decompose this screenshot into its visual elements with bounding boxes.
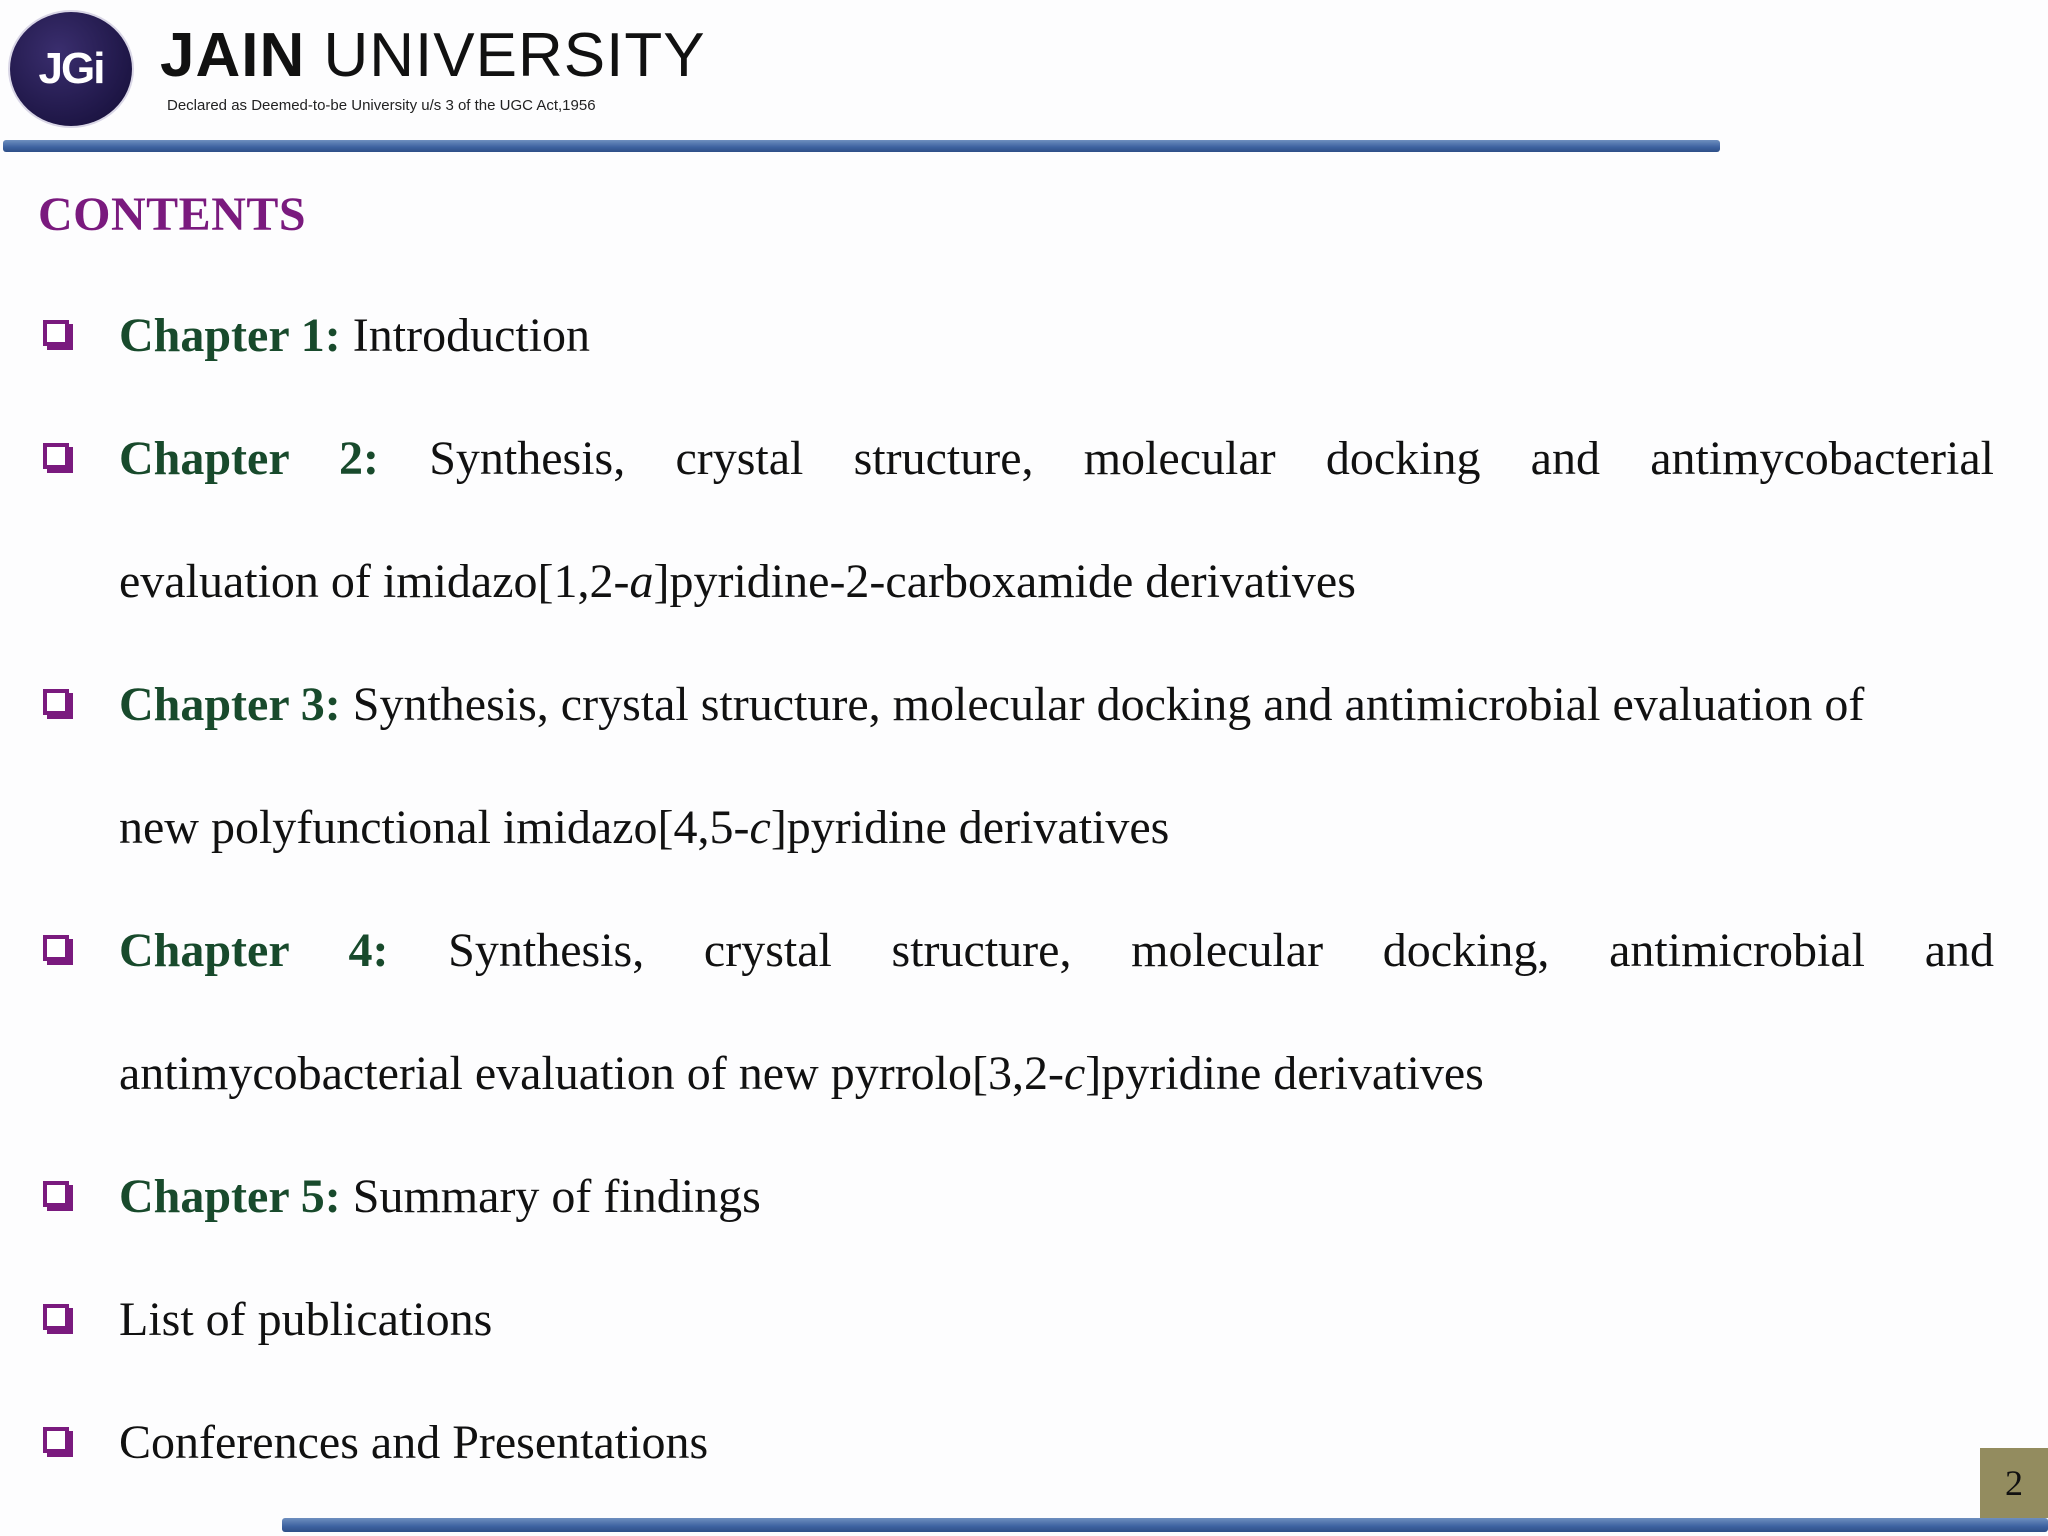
- checkbox-bullet-icon: [43, 443, 69, 469]
- page-number: 2: [1980, 1448, 2048, 1518]
- university-name-rest: UNIVERSITY: [305, 21, 706, 90]
- chapter-title-part: new polyfunctional imidazo[4,5-: [119, 801, 750, 854]
- list-item-text: Conferences and Presentations: [119, 1416, 709, 1469]
- chapter-title-part: ]pyridine derivatives: [770, 801, 1170, 854]
- footer-divider: [282, 1518, 2048, 1532]
- university-name-bold: JAIN: [160, 21, 306, 90]
- checkbox-bullet-icon: [43, 320, 69, 346]
- list-item-text: [119, 921, 1994, 981]
- chapter-title-italic: c: [749, 801, 771, 854]
- chapter-title: Synthesis, crystal structure, molecular docking and antimycobacterial: [429, 432, 1995, 485]
- chapter-label: Chapter 1:: [119, 309, 341, 362]
- university-seal-logo: [10, 12, 132, 126]
- logo-mark: JGi: [38, 44, 104, 93]
- list-item-text-continued: [119, 552, 1994, 612]
- chapter-title-part: ]pyridine derivatives: [1085, 1047, 1484, 1100]
- checkbox-bullet-icon: [43, 689, 69, 715]
- chapter-title: Summary of findings: [340, 1170, 761, 1223]
- chapter-label: Chapter 3:: [119, 678, 341, 731]
- chapter-label: Chapter 5:: [119, 1170, 341, 1223]
- checkbox-bullet-icon: [43, 1304, 69, 1330]
- chapter-title-part: evaluation of imidazo[1,2-: [119, 555, 630, 608]
- chapter-title-italic: a: [629, 555, 654, 608]
- chapter-label: Chapter 2:: [119, 432, 379, 485]
- page-title: CONTENTS: [38, 188, 307, 241]
- list-item-text-continued: [119, 1044, 1994, 1104]
- chapter-title: Synthesis, crystal structure, molecular docking, antimicrobial and: [448, 924, 1995, 977]
- list-item-text: [119, 429, 1994, 489]
- chapter-title-part: ]pyridine-2-carboxamide derivatives: [653, 555, 1356, 608]
- list-item-text: [119, 675, 1994, 735]
- list-item-text: List of publications: [119, 1293, 493, 1346]
- university-tagline: Declared as Deemed-to-be University u/s 3 of the UGC Act,1956: [167, 97, 596, 114]
- chapter-title-part: antimycobacterial evaluation of new pyrrolo[3,2-: [119, 1047, 1064, 1100]
- checkbox-bullet-icon: [43, 935, 69, 961]
- list-item-text: [119, 1167, 1994, 1227]
- list-item-text: [119, 306, 1994, 366]
- chapter-title: Synthesis, crystal structure, molecular docking and antimicrobial evaluation of: [340, 678, 1865, 731]
- university-name: [160, 20, 706, 91]
- chapter-title-italic: c: [1063, 1047, 1086, 1100]
- checkbox-bullet-icon: [43, 1427, 69, 1453]
- chapter-title: Introduction: [340, 309, 591, 362]
- header-divider: [3, 140, 1720, 152]
- checkbox-bullet-icon: [43, 1181, 69, 1207]
- list-item-text-continued: [119, 798, 1994, 858]
- chapter-label: Chapter 4:: [119, 924, 389, 977]
